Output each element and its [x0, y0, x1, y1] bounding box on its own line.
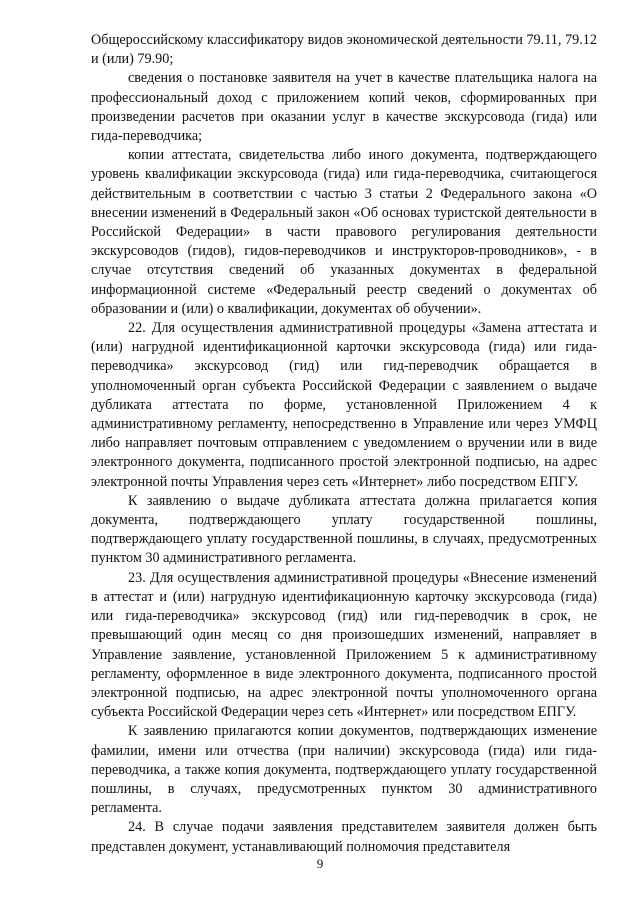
paragraph-okved-continuation: Общероссийскому классификатору видов экономической деятельности 79.11, 79.12 и (или) 79.90; — [91, 32, 597, 68]
paragraph-certificate-copies: копии аттестата, свидетельства либо иного документа, подтверждающего уровень квалификации экскурсовода (гида) или гида-переводчика, считающегося действительным в соответствии с частью 3 статьи 2 Федерального закона «О внесении изменений в Федеральный закон «Об основах туристской деятельности в Российской Федерации» в части правового регулирования деятельности экскурсоводов (гидов), гидов-переводчиков и инструкторов-проводников», - в случае отсутствия сведений об указанных документах в федеральной информационной системе «Федеральный реестр сведений о документах об образовании и (или) о квалификации, документах об обучении». — [91, 147, 597, 317]
paragraph-22: 22. Для осуществления административной процедуры «Замена аттестата и (или) нагрудной идентификационной карточки экскурсовода (гида) или гида-переводчика» экскурсовод (гид) или гид-переводчик обращается в уполномоченный орган субъекта Российской Федерации с заявлением о выдаче дубликата аттестата по форме, установленной Приложением 4 к административному регламенту, непосредственно в Управление или через УМФЦ либо направляет почтовым отправлением с уведомлением о вручении или в виде электронного документа, подписанного простой электронной подписью, на адрес электронной почты Управления через сеть «Интернет» либо посредством ЕПГУ. — [91, 320, 597, 490]
paragraph-23-attachment: К заявлению прилагаются копии документов, подтверждающих изменение фамилии, имени или отчества (при наличии) экскурсовода (гида) или гида-переводчика, а также копия документа, подтверждающего уплату государственной пошлины, в случаях, предусмотренных пунктом 30 административного регламента. — [91, 723, 597, 817]
paragraph-23: 23. Для осуществления административной процедуры «Внесение изменений в аттестат и (или) нагрудную идентификационную карточку экскурсовода (гида) или гида-переводчика» экскурсовод (гид) или гид-переводчик в срок, не превышающий один месяц со дня произошедших изменений, направляет в Управление заявление, установленной Приложением 5 к административному регламенту, оформленное в виде электронного документа, подписанного простой электронной подписью, на адрес электронной почты уполномоченного органа субъекта Российской Федерации через сеть «Интернет» или посредством ЕПГУ. — [91, 569, 597, 721]
page-number: 9 — [316, 856, 324, 871]
paragraph-tax-registration: сведения о постановке заявителя на учет в качестве плательщика налога на профессиональный доход с приложением копий чеков, сформированных при произведении расчетов при оказании услуг в качестве экскурсовода (гида) или гида-переводчика; — [91, 70, 597, 145]
paragraph-22-attachment: К заявлению о выдаче дубликата аттестата должна прилагается копия документа, подтверждающего уплату государственной пошлины, подтверждающего уплату государственной пошлины, в случаях, предусмотренных пунктом 30 административного регламента. — [91, 492, 597, 567]
paragraph-24: 24. В случае подачи заявления представителем заявителя должен быть представлен документ, устанавливающий полномочия представителя — [91, 819, 597, 855]
document-body — [91, 31, 597, 857]
